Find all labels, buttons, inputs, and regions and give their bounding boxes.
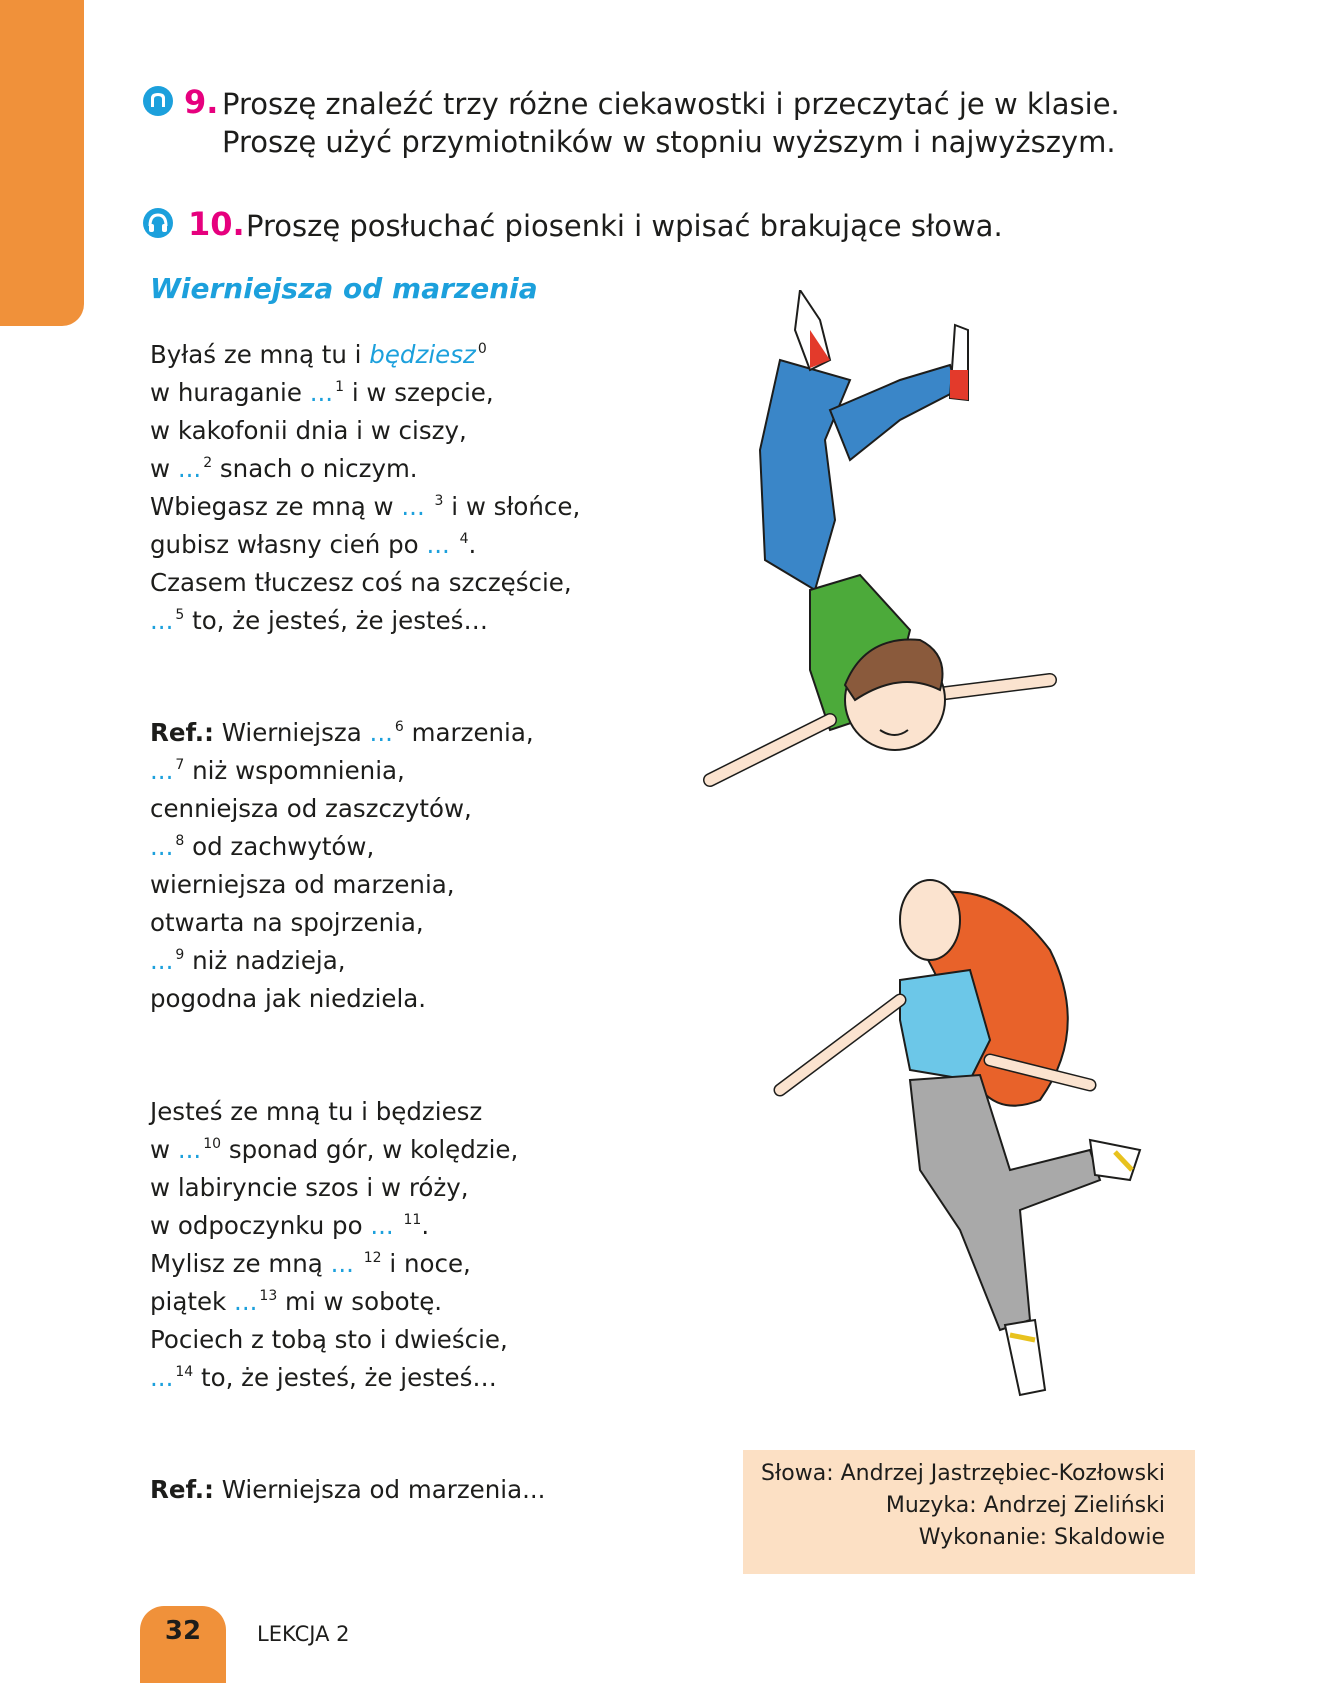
lyric-text: mi w sobotę. [277, 1287, 443, 1316]
lyric-line [150, 980, 534, 1018]
blank-gap: ... [177, 454, 202, 483]
lyric-text: snach o niczym. [212, 454, 418, 483]
lyric-text: i w słońce, [443, 492, 581, 521]
lyric-text: . [468, 530, 477, 559]
chorus-1 [150, 714, 534, 1018]
lyric-text: w [150, 1135, 178, 1164]
gap-number: 9 [175, 947, 185, 963]
blank-gap: ... [150, 832, 174, 861]
gap-number: 5 [175, 607, 185, 623]
lyric-text: niż nadzieja, [184, 946, 346, 975]
gap-number: 13 [259, 1288, 278, 1304]
lyric-text: od zachwytów, [184, 832, 375, 861]
boy-illustration [650, 290, 1110, 810]
gap-number: 2 [203, 455, 213, 471]
gap-number: 7 [175, 757, 185, 773]
exercise-number: 9. [184, 83, 219, 121]
lyric-line [150, 412, 580, 450]
lyric-text: Wierniejsza [213, 718, 370, 747]
chorus-2 [150, 1471, 545, 1509]
lyric-text: w kakofonii dnia i w ciszy, [150, 416, 467, 445]
gap-number: 14 [175, 1364, 194, 1380]
gap-number: 6 [394, 719, 404, 735]
lyric-line [150, 942, 534, 980]
lyric-text: i w szepcie, [344, 378, 494, 407]
lyric-line [150, 1359, 518, 1397]
exercise-number: 10. [188, 205, 245, 243]
lyric-line [150, 828, 534, 866]
lyric-line [150, 1093, 518, 1131]
exercise-instruction: Proszę posłuchać piosenki i wpisać brakujące słowa. [246, 209, 1003, 243]
lyric-text: w odpoczynku po [150, 1211, 371, 1240]
lyric-line [150, 450, 580, 488]
lyric-line [150, 374, 580, 412]
lyric-line [150, 1207, 518, 1245]
lyric-line [150, 752, 534, 790]
refrain-label: Ref.: [150, 718, 214, 747]
blank-gap: ... [150, 1363, 174, 1392]
refrain-label: Ref.: [150, 1475, 214, 1504]
lyric-text: Pociech z tobą sto i dwieście, [150, 1325, 508, 1354]
lyric-line [150, 1471, 545, 1509]
lyric-text: sponad gór, w kolędzie, [221, 1135, 519, 1164]
blank-gap: ... [234, 1287, 258, 1316]
song-title: Wierniejsza od marzenia [150, 272, 538, 305]
blank-gap: ... [426, 530, 458, 559]
lyric-text: to, że jesteś, że jesteś… [184, 606, 488, 635]
lyric-line [150, 336, 580, 374]
lyric-text: pogodna jak niedziela. [150, 984, 427, 1013]
lyric-line [150, 564, 580, 602]
gap-number: 12 [363, 1250, 382, 1266]
lyric-line [150, 1169, 518, 1207]
lyric-text: otwarta na spojrzenia, [150, 908, 424, 937]
lyric-line [150, 866, 534, 904]
blank-gap: ... [150, 756, 174, 785]
lyric-line [150, 790, 534, 828]
girl-illustration [760, 870, 1200, 1410]
lyric-text: marzenia, [403, 718, 534, 747]
lyric-line [150, 488, 580, 526]
headphones-icon [142, 207, 174, 239]
lyric-text: i noce, [381, 1249, 471, 1278]
page-number: 32 [140, 1606, 226, 1683]
credit-performer: Wykonanie: Skaldowie [918, 1525, 1165, 1550]
lyric-text: piątek [150, 1287, 235, 1316]
gap-number: 1 [335, 379, 345, 395]
gap-number: 3 [434, 493, 444, 509]
lyric-text: to, że jesteś, że jesteś… [193, 1363, 497, 1392]
lyric-line [150, 1283, 518, 1321]
lesson-label: LEKCJA 2 [257, 1622, 350, 1646]
lyric-line [150, 1131, 518, 1169]
example-answer: będziesz [369, 340, 476, 369]
side-tab-decoration [0, 0, 84, 326]
lyric-text: w labiryncie szos i w róży, [150, 1173, 469, 1202]
blank-gap: ... [177, 1135, 202, 1164]
exercise-instruction: Proszę znaleźć trzy różne ciekawostki i przeczytać je w klasie. Proszę użyć przymiotników w stopniu wyższym i najwyższym. [222, 87, 1120, 159]
lyric-text: w [150, 454, 178, 483]
lyric-line [150, 526, 580, 564]
verse-1 [150, 336, 580, 640]
lyric-text: gubisz własny cień po [150, 530, 427, 559]
gap-number: 8 [175, 833, 185, 849]
blank-gap: ... [370, 1211, 402, 1240]
lyric-text: w huraganie [150, 378, 310, 407]
lyric-text: niż wspomnienia, [184, 756, 405, 785]
lyric-text: Wbiegasz ze mną w [150, 492, 402, 521]
gap-number: 0 [477, 341, 487, 357]
lyric-text: Byłaś ze mną tu i [150, 340, 370, 369]
gap-number: 11 [403, 1212, 422, 1228]
lyric-text: Czasem tłuczesz coś na szczęście, [150, 568, 572, 597]
credit-music: Muzyka: Andrzej Zieliński [885, 1493, 1165, 1518]
lyric-line [150, 602, 580, 640]
blank-gap: ... [330, 1249, 362, 1278]
blank-gap: ... [150, 606, 174, 635]
lyric-line [150, 1245, 518, 1283]
lyric-line [150, 714, 534, 752]
blank-gap: ... [309, 378, 334, 407]
speech-bubble-icon [142, 85, 174, 117]
blank-gap: ... [150, 946, 174, 975]
lyric-line [150, 904, 534, 942]
lyric-text: Wierniejsza od marzenia... [213, 1475, 546, 1504]
blank-gap: ... [401, 492, 433, 521]
verse-2 [150, 1093, 518, 1397]
lyric-text: wierniejsza od marzenia, [150, 870, 455, 899]
gap-number: 4 [459, 531, 469, 547]
song-credits [743, 1450, 1195, 1574]
lyric-text: cenniejsza od zaszczytów, [150, 794, 472, 823]
lyric-text: Jesteś ze mną tu i będziesz [150, 1097, 483, 1126]
blank-gap: ... [369, 718, 393, 747]
credit-lyrics: Słowa: Andrzej Jastrzębiec-Kozłowski [761, 1461, 1165, 1486]
lyric-text: . [421, 1211, 430, 1240]
lyric-line [150, 1321, 518, 1359]
lyric-text: Mylisz ze mną [150, 1249, 331, 1278]
gap-number: 10 [203, 1136, 222, 1152]
